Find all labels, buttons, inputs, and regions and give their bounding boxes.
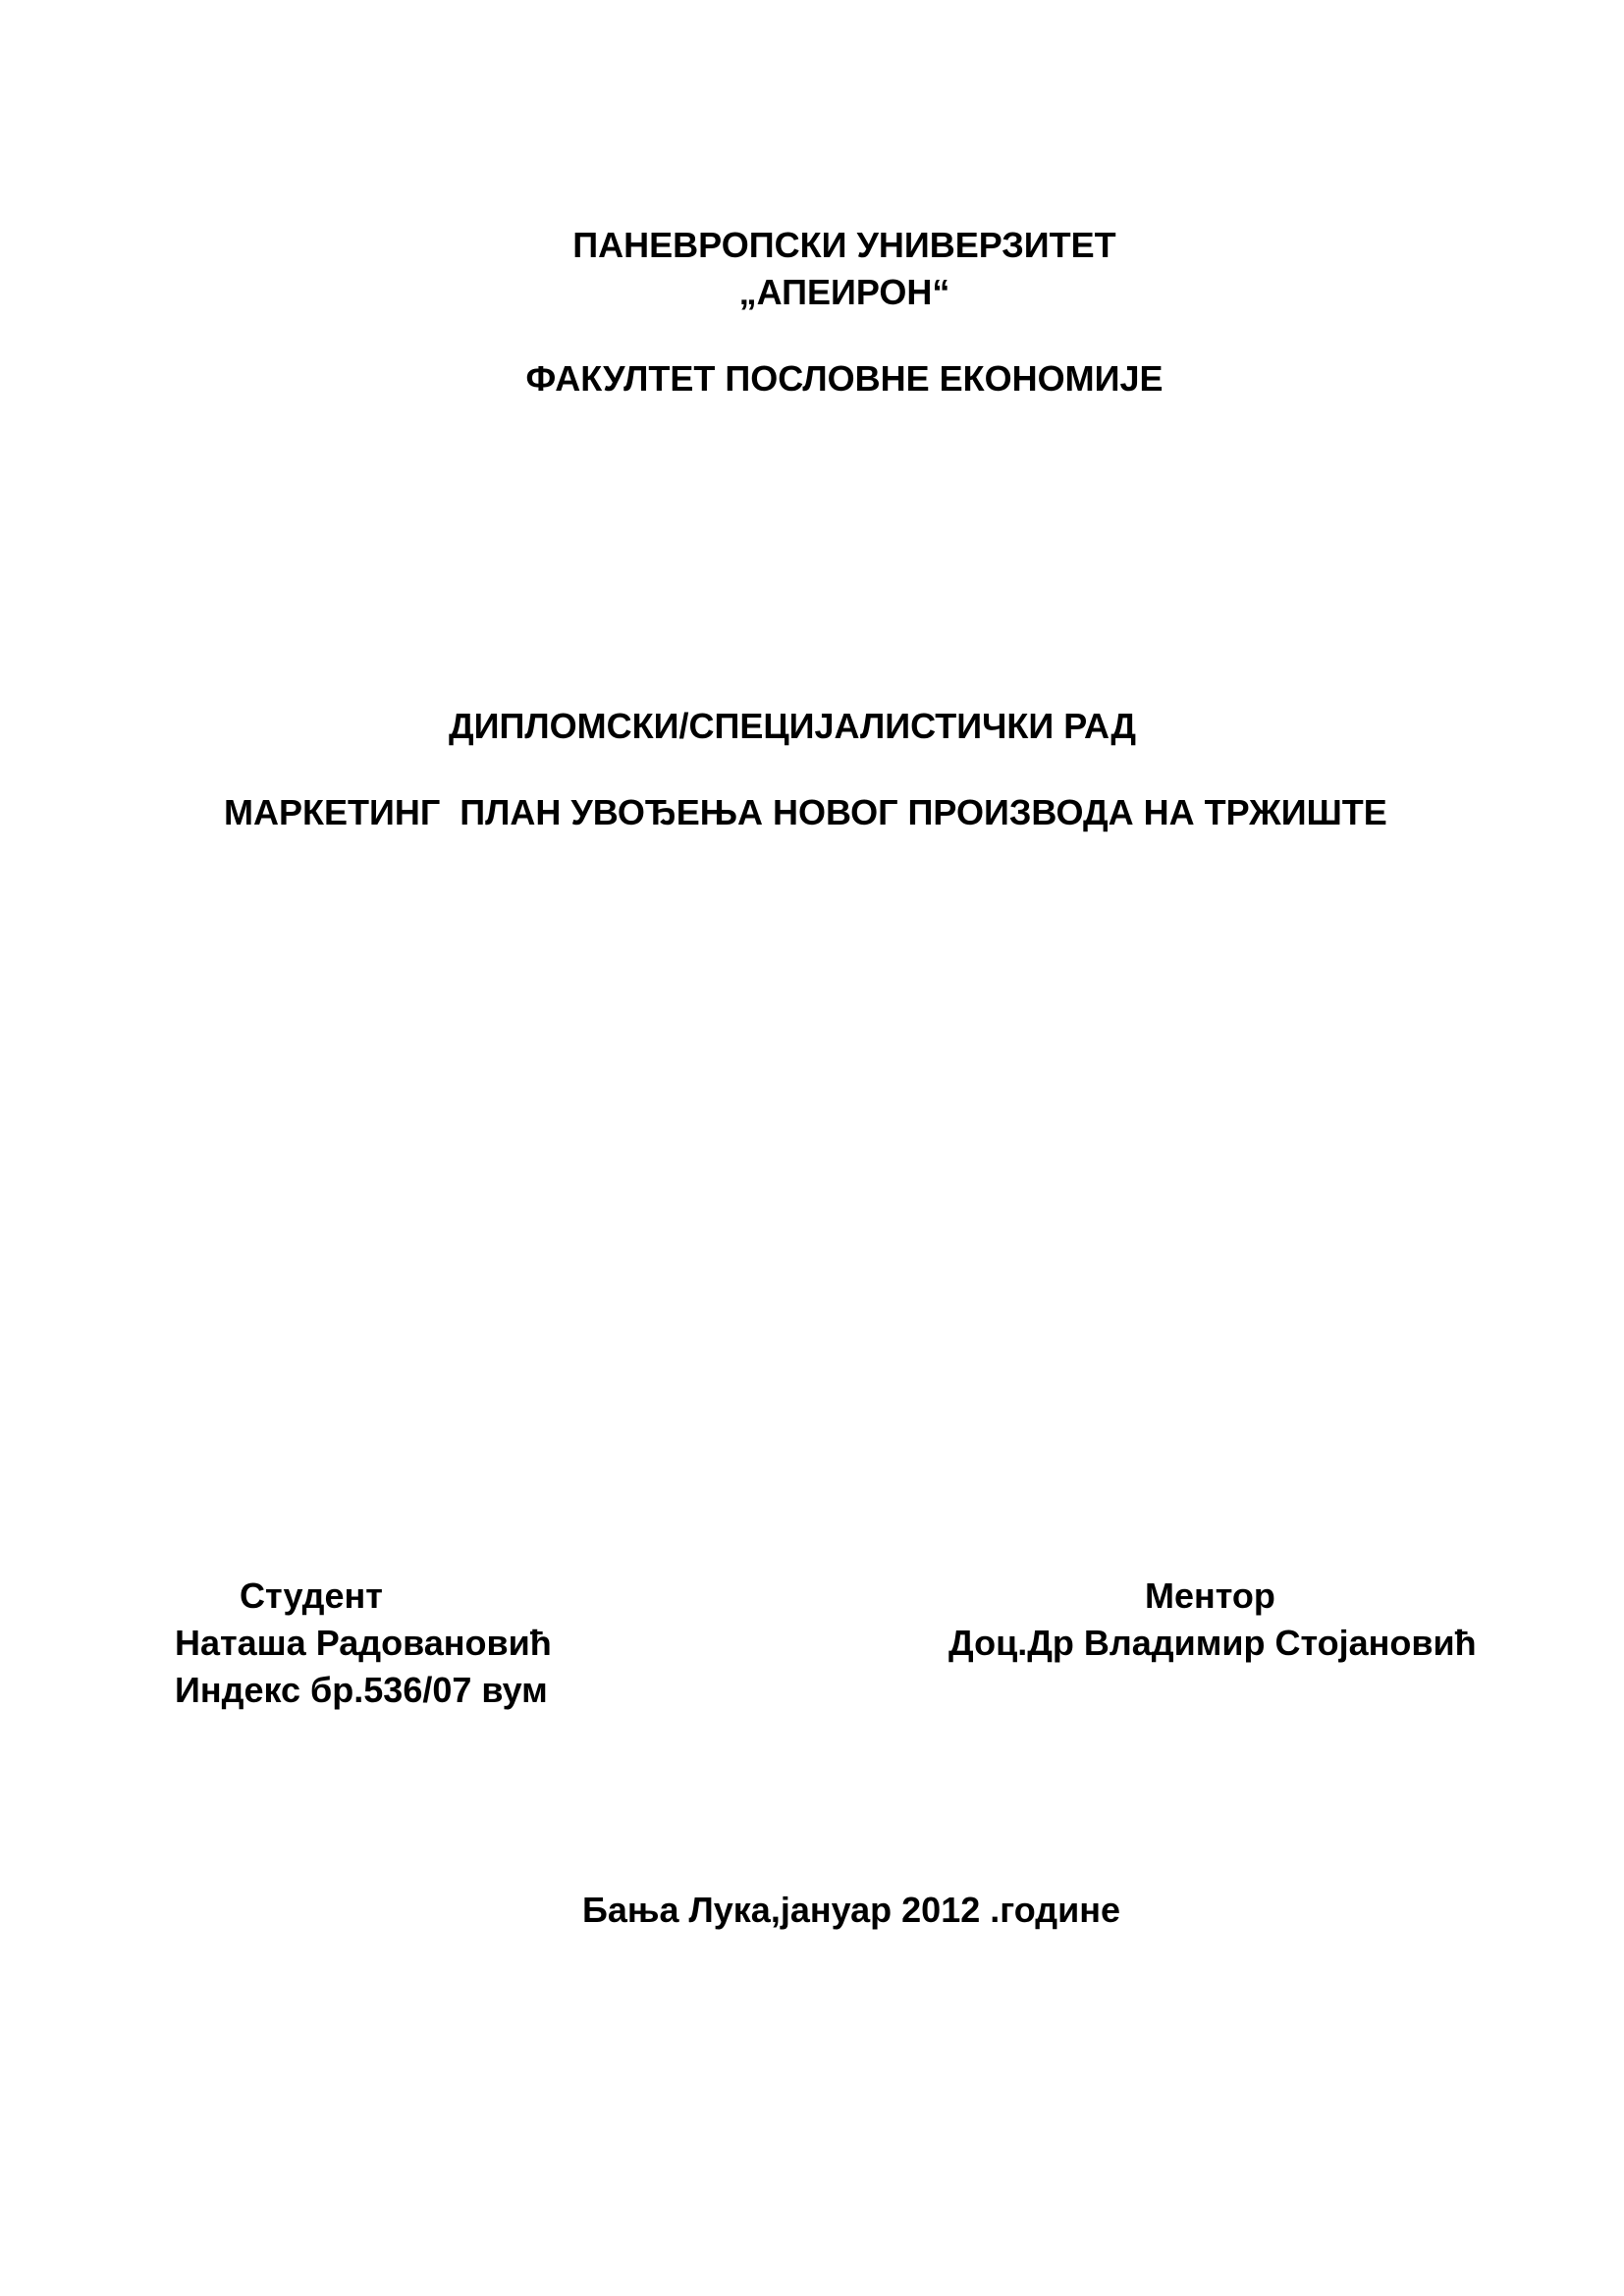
student-index: Индекс бр.536/07 вум bbox=[175, 1670, 548, 1710]
thesis-type: ДИПЛОМСКИ/СПЕЦИЈАЛИСТИЧКИ РАД bbox=[448, 706, 1137, 746]
mentor-name: Доц.Др Владимир Стојановић bbox=[948, 1623, 1477, 1663]
thesis-title: МАРКЕТИНГ ПЛАН УВОЂЕЊА НОВОГ ПРОИЗВОДА НА ТРЖИШТЕ bbox=[224, 792, 1387, 832]
student-label: Студент bbox=[240, 1575, 383, 1616]
university-name: ПАНЕВРОПСКИ УНИВЕРЗИТЕТ bbox=[572, 225, 1116, 265]
student-name: Наташа Радовановић bbox=[175, 1623, 552, 1663]
university-subtitle: „АПЕИРОН“ bbox=[738, 272, 950, 312]
mentor-label: Ментор bbox=[1145, 1575, 1275, 1616]
faculty-name: ФАКУЛТЕТ ПОСЛОВНЕ ЕКОНОМИЈЕ bbox=[525, 358, 1164, 399]
place-and-date: Бања Лука,јануар 2012 .године bbox=[581, 1890, 1121, 1930]
